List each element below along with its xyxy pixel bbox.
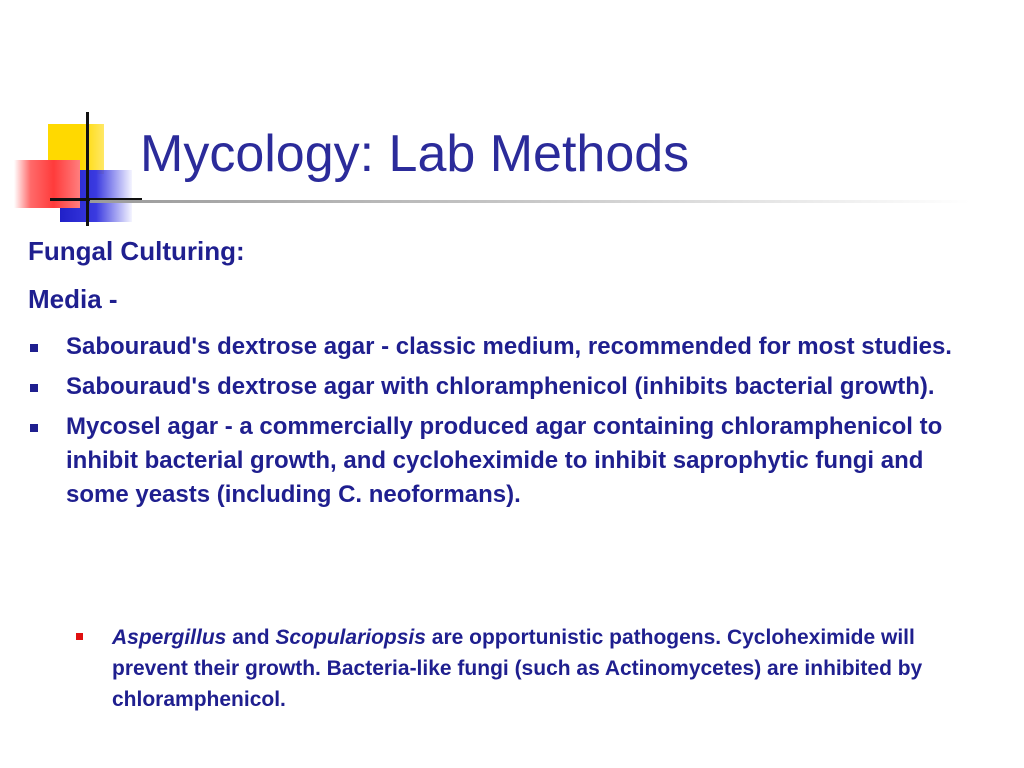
- title-underline: [90, 200, 970, 203]
- genus-aspergillus: Aspergillus: [112, 626, 227, 649]
- sub-bullet-item: [76, 622, 956, 715]
- sub-bullet-text-part2: are opportunistic pathogens. Cycloheximide will prevent their growth. Bacteria-like fungi (such as Actinomycetes) are inhibited by chloramphenicol.: [112, 626, 923, 711]
- bullet-item: [26, 370, 986, 404]
- square-bullet-icon: [30, 384, 38, 392]
- logo-vertical-line: [86, 112, 89, 226]
- bullet-item: [26, 410, 986, 512]
- bullet-text: Mycosel agar - a commercially produced agar containing chloramphenicol to inhibit bacterial growth, and cycloheximide to inhibit saprophytic fungi and some yeasts (including C. neoformans).: [66, 413, 943, 508]
- square-bullet-icon: [30, 424, 38, 432]
- bullet-text: Sabouraud's dextrose agar with chloramphenicol (inhibits bacterial growth).: [66, 373, 935, 400]
- red-square-bullet-icon: [76, 633, 83, 640]
- slide-logo-decoration: [0, 0, 150, 230]
- bullet-item: [26, 330, 986, 364]
- sub-bullet-text-part1: and: [226, 626, 276, 649]
- square-bullet-icon: [30, 344, 38, 352]
- sub-bullet-list: [76, 622, 956, 715]
- genus-scopulariopsis: Scopulariopsis: [275, 626, 426, 649]
- bullet-text: Sabouraud's dextrose agar - classic medium, recommended for most studies.: [66, 333, 952, 360]
- section-heading-media: Media -: [28, 284, 118, 314]
- bullet-list: [26, 330, 986, 518]
- slide-title: Mycology: Lab Methods: [140, 125, 690, 183]
- section-heading-fungal-culturing: Fungal Culturing:: [28, 236, 245, 266]
